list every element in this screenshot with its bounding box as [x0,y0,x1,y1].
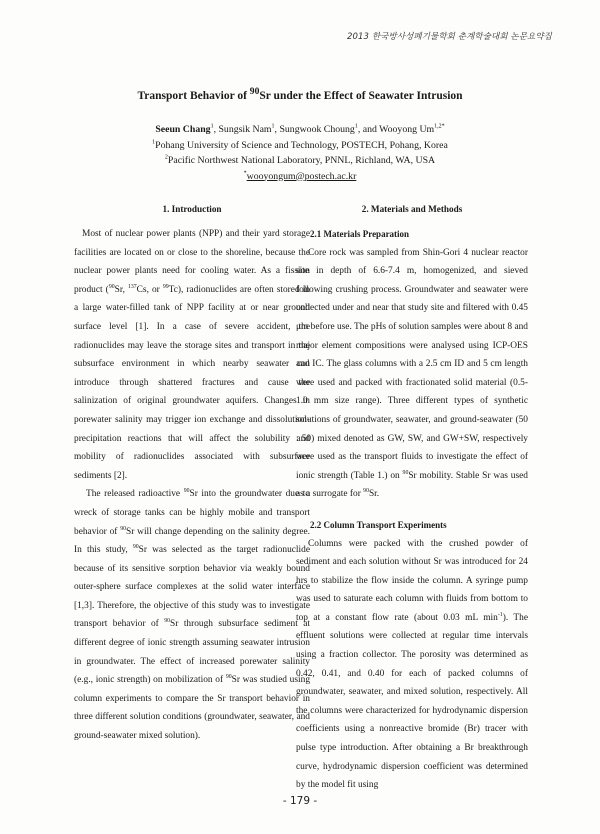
paragraph: Core rock was sampled from Shin-Gori 4 nuclear reactor site in depth of 6.6-7.4 m, homogenized, and sieved following crushing process. Groundwater and seawater were collected under and near that study site and filtered with 0.45 μm before use. The pHs of solution samples were about 8 and major element compositions were analysed using ICP-OES and IC. The glass columns with a 2.5 cm ID and 5 cm length were used and packed with fractionated solid material (0.5-1.0 mm size range). Three different types of synthetic solutions of groundwater, seawater, and ground-seawater (50 : 50) mixed denoted as GW, SW, and GW+SW, respectively were used as the transport fluids to investigate the effect of ionic strength (Table 1.) on $^{90}$Sr mobility. Stable Sr was used as a surrogate for $^{90}$Sr. [296,247,528,500]
subsection-heading-column-experiments: 2.2 Column Transport Experiments [310,519,447,530]
page-number: - 179 - [282,795,318,807]
section-heading-methods: 2. Materials and Methods [361,204,463,214]
author-block [0,122,600,184]
left-column [74,203,310,746]
paper-title: Transport Behavior of $^{90}$Sr under the Effect of Seawater Intrusion [137,86,463,102]
spacer [296,504,528,516]
affiliation-1: $^1$Pohang University of Science and Technology, POSTECH, Pohang, Korea [152,139,448,151]
author-list: Seeun Chang$^1$, Sungsik Nam$^1$, Sungwook Choung$^1$, and Wooyong $Um^{1,2*}$ [155,123,445,135]
right-column [296,203,528,795]
author-name: , Sungsik Nam [213,124,272,135]
section-heading-introduction: 1. Introduction [162,204,222,214]
subsection-heading-materials: 2.1 Materials Preparation [310,229,410,239]
paragraph: Most of nuclear power plants (NPP) and their yard storage facilities are located on or close to the shoreline, because the nuclear power plants need for cooling water. As a fission product ($^{90}$Sr, $^{137}$Cs, or $^{99}$Tc), radionuclides are often stored in a large water-filled tank of NPP facility at or near ground surface level [1]. In a case of severe accident, the radionuclides may leave the storage sites and transport in the subsurface environment in which nearby seawater can introduce through shattered fractures and cause the salinization of original groundwater aquifers. Changes in porewater salinity may trigger ion exchange and dissolution-precipitation reactions that will affect the solubility and mobility of radionuclides associated with subsurface sediments [2]. [74,229,310,481]
author-name: , and Wooyong Um [357,124,435,135]
proceedings-header: 2013 한국방사성폐기물학회 춘계학술대회 논문요약집 [347,32,552,42]
author-name: , Sungwook Choung [274,124,355,135]
affiliation-2: $^2$Pacific Northwest National Laboratory, PNNL, Richland, WA, USA [164,154,436,166]
paragraph: The released radioactive $^{90}$Sr into the groundwater due to wreck of storage tanks can be highly mobile and transport behavior of $^{90}$Sr will change depending on the salinity degree. In this study, $^{90}$Sr was selected as the target radionuclide because of its sensitive sorption behavior via weakly bound outer-sphere surface complexes at the solid water interface [1,3]. Therefore, the objective of this study was to investigate transport behavior of $^{90}$Sr through subsurface sediment at different degree of ionic strength assuming seawater intrusion in groundwater. The effect of increased porewater salinity (e.g., ionic strength) on mobilization of $^{90}$Sr was studied using column experiments to compare the Sr transport behavior in three different solution conditions (groundwater, seawater, and ground-seawater mixed solution). [74,488,311,742]
corresponding-email[interactable]: *wooyongum@postech.ac.kr [243,170,357,182]
author-name: Seeun Chang [155,124,211,135]
paragraph: Columns were packed with the crushed powder of sediment and each solution without Sr was introduced for 24 hrs to stabilize the flow inside the column. A syringe pump was used to saturate each column with fluids from bottom to top at a constant flow rate (about 0.03 mL $\min^{-1}$). The effluent solutions were collected at regular time intervals using a fraction collector. The porosity was determined as 0.42, 0.41, and 0.40 for each of packed columns of groundwater, seawater, and mixed solution, respectively. All the columns were characterized for hydrodynamic dispersion coefficients using a nonreactive bromide (Br) tracer with pulse type introduction. After obtaining a Br breakthrough curve, hydrodynamic dispersion coefficient was determined by the model fit using [296,538,529,791]
